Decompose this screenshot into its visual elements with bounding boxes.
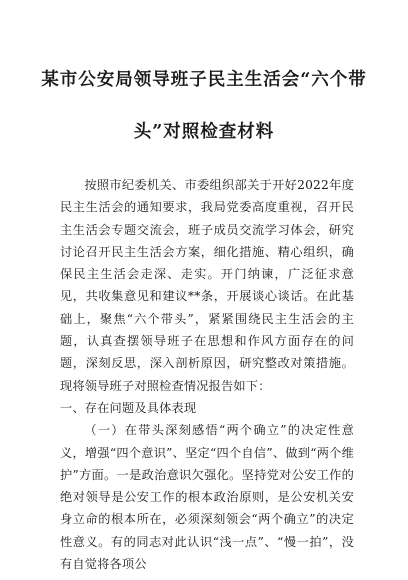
section-heading-problems: 一、存在问题及具体表现: [60, 400, 197, 415]
section-1-paragraph-1: （一）在带头深刻感悟“两个确立”的决定性意义，增强“四个意识”、坚定“四个自信”、做到“两个维护”方面。一是政治意识欠强化。坚持党对公安工作的绝对领导是公安工作的根本政治原则，是公安机关安身立命的根本所在，必须深刻领会“两个确立”的决定性意义。有的同志对此认识“浅一点”、“慢一拍”，没有自觉将各项公: [60, 423, 354, 572]
intro-paragraph: 按照市纪委机关、市委组织部关于开好2022年度民主生活会的通知要求，我局党委高度重视，召开民主生活会专题交流会，班子成员交流学习体会，研究讨论召开民主生活会方案，细化措施、精心组织，确保民主生活会走深、走实。开门纳谏，广泛征求意见，共收集意见和建议**条，开展谈心谈话。在此基础上，聚焦“六个带头”，紧紧围绕民主生活会的主题，认真查摆领导班子在思想和作风方面存在的问题，深刻反思，深入剖析原因，研究整改对策措施。现将领导班子对照检查情况报告如下：: [60, 178, 354, 393]
document-title-line-1: 某市公安局领导班子民主生活会“六个带: [41, 70, 367, 90]
document-title-line-2: 头”对照检查材料: [133, 122, 275, 142]
document-body: [60, 174, 354, 575]
